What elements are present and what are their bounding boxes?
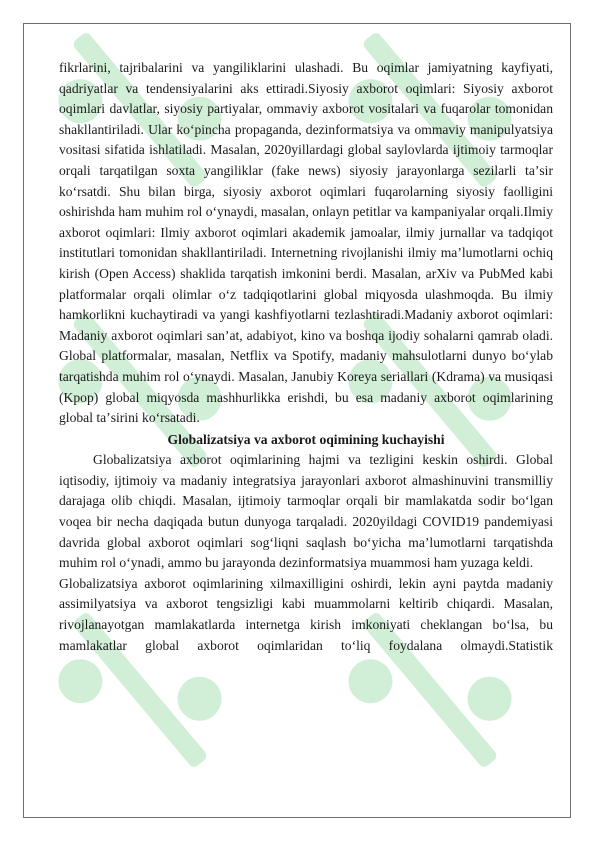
paragraph-globalization-effects: Globalizatsiya axborot oqimlarining xilmaxilligini oshirdi, lekin ayni paytda madaniy assimilyatsiya va axborot tengsizligi kabi muammolarni keltirib chiqardi. Masalan, rivojlanayotgan mamlakatlarda internetga kirish imkoniyati cheklangan boʻlsa, bu mamlakatlar global axborot oqimlaridan toʻliq foydalana olmaydi.Statistik <box>59 575 553 653</box>
paragraph-information-flows: fikrlarini, tajribalarini va yangiliklarini ulashadi. Bu oqimlar jamiyatning kayfiyati, qadriyatlar va tendensiyalarini aks ettiradi.Siyosiy axborot oqimlari: Siyosiy axborot oqimlari davlatlar, siyosiy partiyalar, ommaviy axborot vositalari va fuqarolar tomonidan shakllantiriladi. Ular koʻpincha propaganda, dezinformatsiya va ommaviy manipulyatsiya vositasi sifatida ishlatiladi. Masalan, 2020yillardagi global saylovlarda ijtimoiy tarmoqlar orqali tarqatilgan soxta yangiliklar (fake news) siyosiy jarayonlarga sezilarli taʼsir koʻrsatdi. Shu bilan birga, siyosiy axborot oqimlari fuqarolarning siyosiy faolligini oshirishda ham muhim rol oʻynaydi, masalan, onlayn petitlar va kampaniyalar orqali.Ilmiy axborot oqimlari: Ilmiy axborot oqimlari akademik jamoalar, ilmiy jurnallar va tadqiqot institutlari tomonidan shakllantiriladi. Internetning rivojlanishi ilmiy maʼlumotlarni ochiq kirish (Open Access) shaklida tarqatish imkonini berdi. Masalan, arXiv va PubMed kabi platformalar orqali olimlar oʻz tadqiqotlarini global miqyosda ulashmoqda. Bu ilmiy hamkorlikni kuchaytiradi va yangi kashfiyotlarni tezlashtiradi.Madaniy axborot oqimlari: Madaniy axborot oqimlari sanʼat, adabiyot, kino va boshqa ijodiy sohalarni qamrab oladi. Global platformalar, masalan, Netflix va Spotify, madaniy mahsulotlarni dunyo boʻylab tarqatishda muhim rol oʻynaydi. Masalan, Janubiy Koreya seriallari (Kdrama) va musiqasi (Kpop) global miqyosda mashhurlikka erishdi, bu esa madaniy axborot oqimlarining global taʼsirini koʻrsatadi. <box>59 60 553 426</box>
paragraph-globalization: Globalizatsiya axborot oqimlarining hajmi va tezligini keskin oshirdi. Global iqtisodiy, ijtimoiy va madaniy integratsiya jarayonlari axborot almashinuvini transmilliy darajaga olib chiqdi. Masalan, ijtimoiy tarmoqlar orqali bir mamlakatda sodir boʻlgan voqea bir necha daqiqada butun dunyoga tarqaladi. 2020yildagi COVID19 pandemiyasi davrida global axborot oqimlari sogʻliqni saqlash boʻyicha maʼlumotlarni tarqatishda muhim rol oʻynadi, ammo bu jarayonda dezinformatsiya muammosi ham yuzaga keldi. <box>59 452 553 571</box>
section-heading: Globalizatsiya va axborot oqimining kuchayishi <box>167 431 445 447</box>
document-body <box>59 58 553 656</box>
